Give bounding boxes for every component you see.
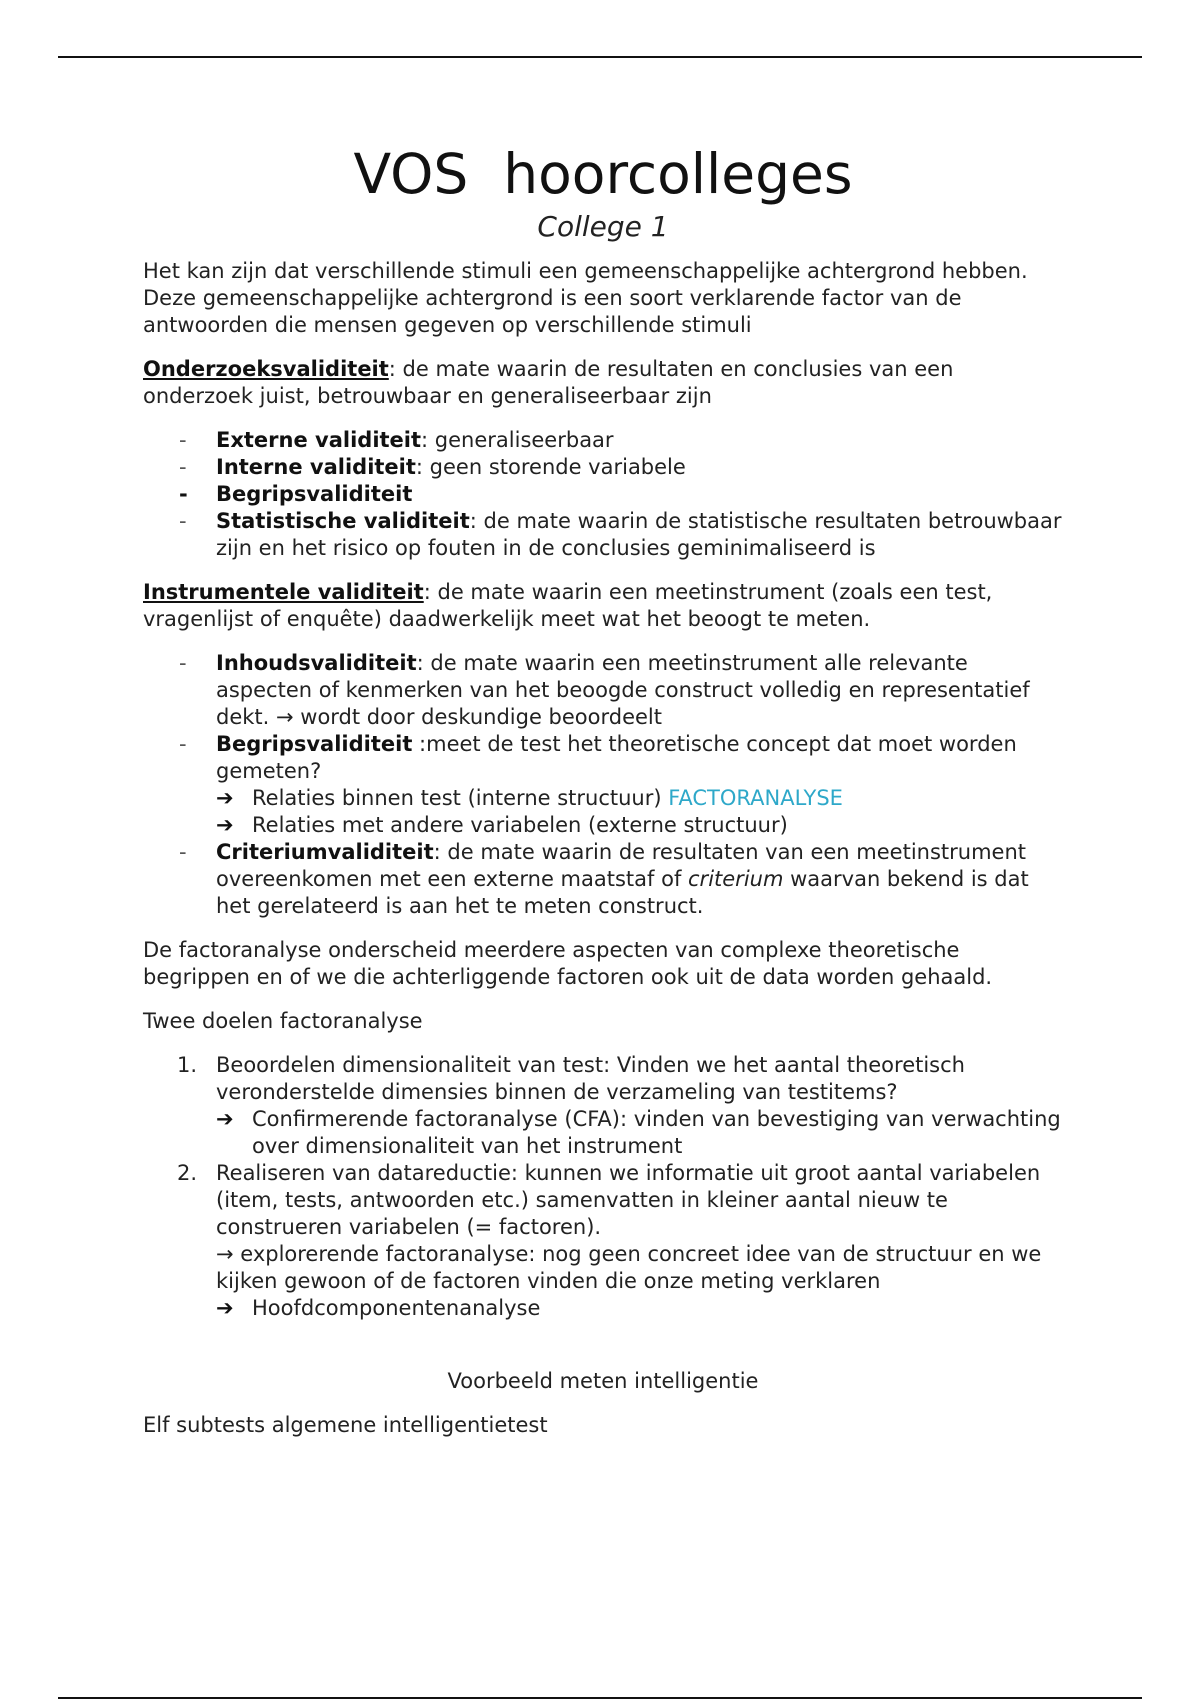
onderzoek-term: Onderzoeksvaliditeit: [143, 357, 389, 381]
dash-bullet: -: [179, 651, 187, 675]
sub-item-text: Relaties binnen test (interne structuur): [252, 786, 669, 810]
dash-bullet: -: [179, 732, 187, 756]
example-heading: Voorbeeld meten intelligentie: [447, 1369, 759, 1393]
factor-intro-paragraph: De factoranalyse onderscheid meerdere aspecten van complexe theoretische begrippen en of we die achterliggende factoren ook uit de data worden gehaald.: [143, 938, 993, 989]
sub-arrow-item: [216, 812, 1063, 839]
item-text: :meet de test het theoretische concept dat moet worden gemeten?: [216, 732, 1017, 783]
item-text: : de mate waarin de statistische resultaten betrouwbaar zijn en het risico op fouten in de conclusies geminimaliseerd is: [216, 509, 1062, 560]
item-term: Inhoudsvaliditeit: [216, 651, 417, 675]
list-item: [143, 1052, 1063, 1160]
list-number: 2.: [177, 1161, 198, 1185]
doelen-heading: Twee doelen factoranalyse: [143, 1009, 423, 1033]
footer-rule: [58, 1697, 1142, 1699]
document-subtitle: College 1: [537, 210, 669, 243]
arrow-right-icon: ➔: [216, 1296, 234, 1320]
dash-bullet: -: [179, 509, 187, 533]
onderzoek-definition: : de mate waarin de resultaten en conclusies van een onderzoek juist, betrouwbaar en generaliseerbaar zijn: [143, 357, 954, 408]
sub-item-text: Confirmerende factoranalyse (CFA): vinden van bevestiging van verwachting over dimensionaliteit van het instrument: [252, 1107, 1061, 1158]
onderzoek-list: [143, 427, 1063, 562]
onderzoek-paragraph: [143, 356, 1063, 410]
item-term: Externe validiteit: [216, 428, 422, 452]
item-text-italic: criterium: [688, 867, 784, 891]
dash-bullet: -: [179, 455, 187, 479]
list-item: [143, 508, 1063, 562]
list-item: [143, 839, 1063, 920]
document-page: [143, 138, 1063, 1456]
instrumenteel-term: Instrumentele validiteit: [143, 580, 424, 604]
sub-arrow-item: [216, 1295, 1063, 1322]
list-item: [143, 1160, 1063, 1322]
dash-bullet: -: [179, 840, 187, 864]
list-item: [143, 427, 1063, 454]
item-text: Beoordelen dimensionaliteit van test: Vinden we het aantal theoretisch veronderstelde dimensies binnen de verzameling van testitems?: [216, 1053, 965, 1104]
sub-arrow-item: [216, 785, 1063, 812]
instrumenteel-paragraph: [143, 579, 1063, 633]
dash-bullet: -: [179, 428, 187, 452]
list-number: 1.: [177, 1053, 198, 1077]
intro-paragraph: Het kan zijn dat verschillende stimuli een gemeenschappelijke achtergrond hebben. Deze gemeenschappelijke achtergrond is een soort verklarende factor van de antwoorden die mensen gegeven op verschillende stimuli: [143, 259, 1028, 337]
item-term: Criteriumvaliditeit: [216, 840, 434, 864]
list-item: [143, 650, 1063, 731]
sub-item-text: Hoofdcomponentenanalyse: [252, 1296, 541, 1320]
arrow-right-icon: ➔: [216, 1107, 234, 1131]
item-text: Realiseren van datareductie: kunnen we informatie uit groot aantal variabelen (item, tests, antwoorden etc.) samenvatten in kleiner aantal nieuw te construeren variabelen (= factoren).: [216, 1161, 1041, 1239]
sub-item-text: Relaties met andere variabelen (externe structuur): [252, 813, 788, 837]
instrumenteel-definition: : de mate waarin een meetinstrument (zoals een test, vragenlijst of enquête) daadwerkelijk meet wat het beoogt te meten.: [143, 580, 993, 631]
item-term: Begripsvaliditeit: [216, 482, 413, 506]
arrow-right-icon: ➔: [216, 786, 234, 810]
item-text: : generaliseerbaar: [421, 428, 614, 452]
document-title: VOS hoorcolleges: [353, 142, 853, 206]
doelen-list: [143, 1052, 1063, 1322]
item-text: : de mate waarin een meetinstrument alle relevante aspecten of kenmerken van het beoogde construct volledig en representatief dekt. → wordt door deskundige beoordeelt: [216, 651, 1030, 729]
item-text: waarvan bekend is dat het gerelateerd is aan het te meten construct.: [216, 867, 1029, 918]
explorerend-note: → explorerende factoranalyse: nog geen concreet idee van de structuur en we kijken gewoon of de factoren vinden die onze meting verklaren: [216, 1242, 1042, 1293]
dash-bullet: -: [179, 482, 188, 506]
example-text: Elf subtests algemene intelligentietest: [143, 1413, 548, 1437]
item-term: Interne validiteit: [216, 455, 416, 479]
list-item: [143, 454, 1063, 481]
item-term: Begripsvaliditeit: [216, 732, 413, 756]
item-term: Statistische validiteit: [216, 509, 470, 533]
item-text: : de mate waarin de resultaten van een meetinstrument overeenkomen met een externe maatstaf of: [216, 840, 1026, 891]
list-item: [143, 731, 1063, 839]
instrumenteel-list: [143, 650, 1063, 920]
sub-arrow-item: [216, 1106, 1063, 1160]
factoranalyse-highlight: FACTORANALYSE: [668, 786, 843, 810]
item-text: : geen storende variabele: [415, 455, 686, 479]
header-rule: [58, 56, 1142, 58]
list-item: [143, 481, 1063, 508]
arrow-right-icon: ➔: [216, 813, 234, 837]
